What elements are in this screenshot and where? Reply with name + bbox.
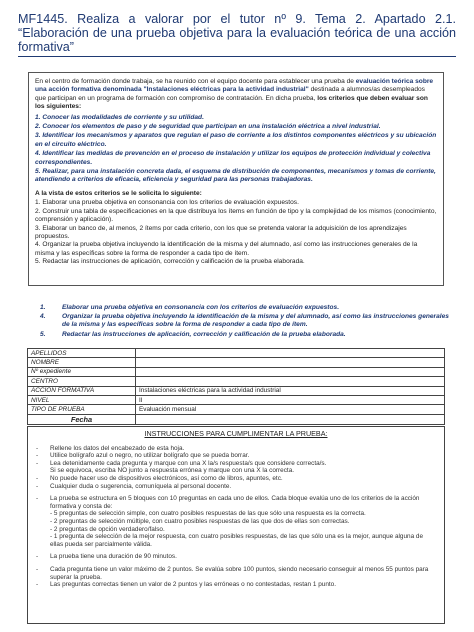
field-label: NOMBRE xyxy=(28,358,136,367)
field-value[interactable] xyxy=(136,358,445,367)
dash-marker: - xyxy=(36,459,39,467)
dash-marker: - xyxy=(36,581,39,589)
task-item: 1. Elaborar una prueba objetiva en consonancia con los criterios de evaluación expuestos. xyxy=(35,199,299,207)
intro-text-b: evaluación teórica sobre una acción formativa denominada "Instalaciones eléctricas para la actividad industrial" xyxy=(35,78,434,94)
instruction-item xyxy=(36,483,436,491)
instruction-item xyxy=(36,467,436,475)
fecha-label: Fecha xyxy=(28,414,136,424)
table-row xyxy=(28,367,445,376)
structure-item: - 2 preguntas de selección múltiple, con cuatro posibles respuestas de las que dos de ellas son correctas. xyxy=(50,517,350,525)
assignment-box xyxy=(28,72,444,286)
field-label: APELLIDOS xyxy=(28,349,136,358)
dash-marker xyxy=(36,467,50,475)
criterion-item: 5. Realizar, para una instalación concreta dada, el esquema de distribución de componentes, mecanismos y tomas de corriente, atendiendo a criterios de eficacia, eficiencia y seguridad para las personas trabajadoras. xyxy=(35,168,436,184)
instruction-text: Lea detenidamente cada pregunta y marque con una X la/s respuesta/s que considere correcta/s. xyxy=(50,459,327,467)
structure-intro-text: La prueba se estructura en 5 bloques con 10 preguntas en cada uno de ellos. Cada bloque evalúa uno de los criterios de la acción formativa y consta de: xyxy=(50,495,420,510)
dash-marker: - xyxy=(36,444,39,452)
dash-marker: - xyxy=(36,495,39,503)
table-row xyxy=(28,358,445,367)
selected-task-text: Organizar la prueba objetiva incluyendo la identificación de la misma y del alumnado, así como las instrucciones generales de la misma y las específicas sobre la forma de responder a cada tipo de ítem. xyxy=(62,313,449,329)
selected-task-item xyxy=(40,331,450,339)
table-row xyxy=(28,386,445,395)
selected-task-number: 4. xyxy=(40,313,46,321)
duration-item xyxy=(36,553,436,561)
table-row xyxy=(28,395,445,404)
structure-item: - 5 preguntas de selección simple, con cuatro posibles respuestas de las que sólo una respuesta es la correcta. xyxy=(50,510,366,518)
scoring-text: Cada pregunta tiene un valor máximo de 2 puntos. Se evalúa sobre 100 puntos, siendo necesario conseguir al menos 55 puntos para superar la prueba. xyxy=(50,565,429,581)
criterion-item: 4. Identificar las medidas de prevención en el proceso de instalación y utilizar los equipos de protección individual y colectiva correspondientes. xyxy=(35,150,431,166)
instruction-item xyxy=(36,460,436,468)
fecha-value[interactable] xyxy=(136,414,445,424)
task-item: 5. Redactar las instrucciones de aplicación, corrección y calificación de la prueba elaborada. xyxy=(35,258,305,266)
duration-text: La prueba tiene una duración de 90 minutos. xyxy=(50,553,177,561)
table-row xyxy=(28,405,445,414)
selected-task-item xyxy=(40,313,450,329)
selected-task-number: 1. xyxy=(40,304,46,311)
dash-marker: - xyxy=(36,452,39,460)
task-heading: A la vista de estos criterios se le solicita lo siguiente: xyxy=(35,189,202,197)
criterion-item: 3. Identificar los mecanismos y aparatos que regulan el paso de corriente a los distintos componentes eléctricos y su ubicación en el circuito eléctrico. xyxy=(35,132,437,148)
selected-tasks-list xyxy=(40,304,450,340)
scoring-text: Las preguntas correctas tienen un valor de 2 puntos y las erróneas o no contestadas, restan 1 punto. xyxy=(50,581,336,589)
document-title: MF1445. Realiza a valorar por el tutor nº 9. Tema 2. Apartado 2.1. “Elaboración de una prueba objetiva para la evaluación teórica de una acción formativa” xyxy=(18,12,456,57)
scoring-item xyxy=(36,566,436,581)
instruction-text: No puede hacer uso de dispositivos electrónicos, así como de libros, apuntes, etc. xyxy=(50,474,283,482)
selected-task-text: Redactar las instrucciones de aplicación, corrección y calificación de la prueba elaborada. xyxy=(62,330,346,338)
intro-text-c: destinada a alumnos/as desempleados que participan en un programa de formación con compromiso de contratación. En dicha prueba, xyxy=(35,86,425,102)
criterion-item: 1. Conocer las modalidades de corriente y su utilidad. xyxy=(35,113,204,121)
instruction-item xyxy=(36,475,436,483)
field-value[interactable] xyxy=(136,349,445,358)
instruction-text: Utilice bolígrafo azul o negro, no utilizar bolígrafo que se pueda borrar. xyxy=(50,452,250,460)
structure-item: - 1 pregunta de selección de la mejor respuesta, con cuatro posibles respuestas, de las que sólo una es la mejor, aunque alguna de ellas pueda ser parcialmente válida. xyxy=(50,533,424,548)
structure-intro xyxy=(36,495,436,510)
instructions-box xyxy=(27,426,445,624)
selected-task-number: 5. xyxy=(40,330,46,338)
scoring-item xyxy=(36,581,436,589)
field-label: CENTRO xyxy=(28,377,136,386)
dash-marker: - xyxy=(36,553,39,561)
field-label: NIVEL xyxy=(28,395,136,404)
task-list xyxy=(35,199,437,266)
field-value: II xyxy=(136,395,445,404)
dash-marker: - xyxy=(36,474,39,482)
table-row xyxy=(28,377,445,386)
field-label: Nº expediente xyxy=(28,367,136,376)
structure-item: - 2 preguntas de opción verdadero/falso. xyxy=(50,525,165,533)
instructions-title: INSTRUCCIONES PARA CUMPLIMENTAR LA PRUEBA: xyxy=(144,429,328,438)
instruction-text: Cualquier duda o sugerencia, comuníquela al personal docente. xyxy=(50,482,232,490)
field-label: TIPO DE PRUEBA xyxy=(28,405,136,414)
instruction-text: Rellene los datos del encabezado de esta hoja. xyxy=(50,444,185,452)
field-label: ACCION FORMATIVA xyxy=(28,386,136,395)
instruction-item xyxy=(36,445,436,453)
task-item: 3. Elaborar un banco de, al menos, 2 ítems por cada criterio, con los que se pretenda valorar la adquisición de los aprendizajes propuestos. xyxy=(35,224,407,240)
task-item: 2. Construir una tabla de especificaciones en la que distribuya los ítems en función de tipo y la complejidad de los mismos (conocimiento, comprensión y aplicación). xyxy=(35,207,437,224)
field-value: Evaluación mensual xyxy=(136,405,445,414)
field-value: Instalaciones eléctricas para la actividad industrial xyxy=(136,386,445,395)
table-row xyxy=(28,349,445,358)
intro-paragraph xyxy=(35,78,437,112)
dash-marker: - xyxy=(36,482,39,490)
instruction-item xyxy=(36,452,436,460)
field-value[interactable] xyxy=(136,367,445,376)
table-row xyxy=(28,414,445,424)
criteria-list xyxy=(35,114,437,185)
student-info-table xyxy=(27,348,445,425)
task-item: 4. Organizar la prueba objetiva incluyendo la identificación de la misma y del alumnado, así como las instrucciones generales de la misma y las específicas sobre la forma de responder a cada tipo de ítem. xyxy=(35,241,418,257)
criterion-item: 2. Conocer los elementos de paso y de seguridad que participan en una instalación eléctrica a nivel industrial. xyxy=(35,123,381,131)
dash-marker: - xyxy=(36,565,39,573)
intro-text-a: En el centro de formación donde trabaja, se ha reunido con el equipo docente para establecer una prueba de xyxy=(35,78,356,85)
selected-task-item xyxy=(40,304,450,312)
selected-task-text: Elaborar una prueba objetiva en consonancia con los criterios de evaluación expuestos. xyxy=(62,304,340,311)
intro-text-d: los criterios que deben evaluar son los siguientes: xyxy=(35,94,428,111)
instruction-text: Si se equivoca, escriba NO junto a respuesta errónea y marque con una X la correcta. xyxy=(50,467,295,475)
field-value[interactable] xyxy=(136,377,445,386)
